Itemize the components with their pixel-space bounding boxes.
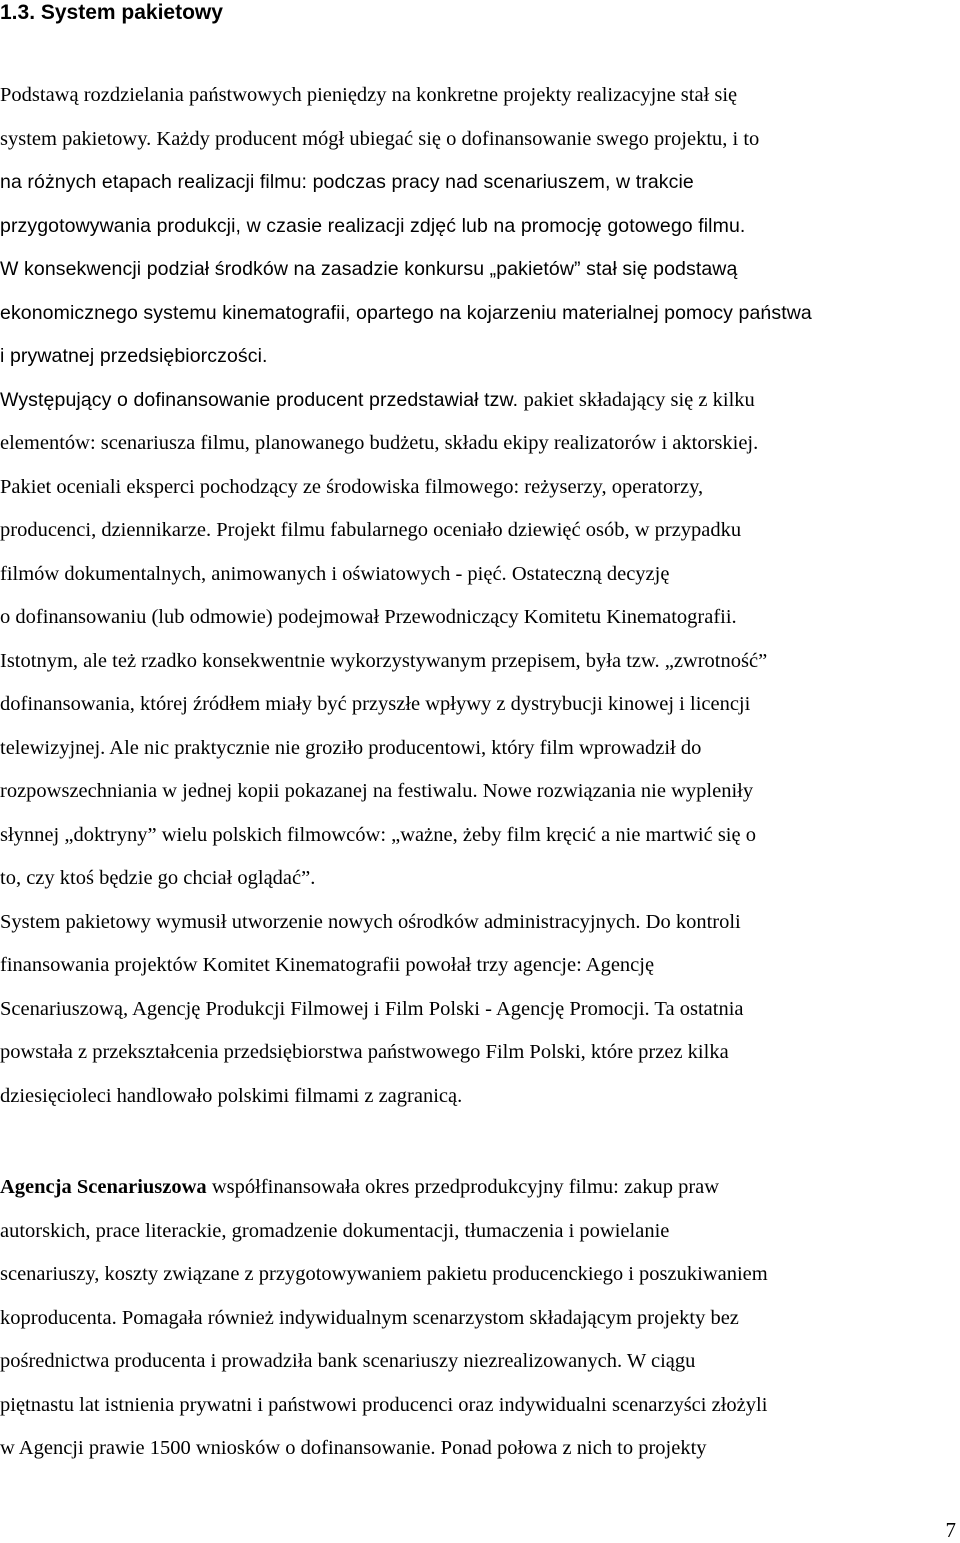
text-line xyxy=(0,118,957,162)
text-line: Podstawą rozdzielania państwowych pieniędzy na konkretne projekty realizacyjne stał się xyxy=(0,84,738,106)
text-line: Istotnym, ale też rzadko konsekwentnie wykorzystywanym przepisem, była tzw. „zwrotność” xyxy=(0,649,768,672)
text-line: W konsekwencji podział środków na zasadzie konkursu „pakietów” stał się podstawą xyxy=(0,258,738,280)
text-fragment: pakiet składający się z kilku xyxy=(523,388,755,411)
text-line: elementów: scenariusza filmu, planowanego budżetu, składu ekipy realizatorów i aktorskiej. xyxy=(0,432,759,454)
text-line: na różnych etapach realizacji filmu: podczas pracy nad scenariuszem, w trakcie xyxy=(0,171,694,193)
text-fragment: filmów dokumentalnych, animowanych i oświatowych - pięć. xyxy=(0,562,507,585)
text-line: dziesięcioleci handlowało polskimi filmami z zagranicą. xyxy=(0,1084,463,1107)
text-line: koproducenta. Pomagała również indywidualnym scenarzystom składającym projekty bez xyxy=(0,1306,739,1329)
text-line: słynnej „doktryny” wielu polskich filmowców: „ważne, żeby film kręcić a nie martwić się o xyxy=(0,823,756,846)
text-line: ekonomicznego systemu kinematografii, opartego na kojarzeniu materialnej pomocy państwa xyxy=(0,301,812,324)
text-line: dofinansowania, której źródłem miały być przyszłe wpływy z dystrybucji kinowej i licencji xyxy=(0,693,751,715)
text-line: w Agencji prawie 1500 wniosków o dofinansowanie. Ponad połowa z nich to projekty xyxy=(0,1437,707,1459)
text-line: powstała z przekształcenia przedsiębiorstwa państwowego Film Polski, które przez kilka xyxy=(0,1041,729,1063)
text-line: i prywatnej przedsiębiorczości. xyxy=(0,345,268,367)
paragraph-system-pakietowy xyxy=(0,74,957,1118)
text-line: scenariuszy, koszty związane z przygotowywaniem pakietu producenckiego i poszukiwaniem xyxy=(0,1263,768,1285)
text-line xyxy=(0,509,957,553)
text-line: Pakiet oceniali eksperci pochodzący ze środowiska filmowego: reżyserzy, operatorzy, xyxy=(0,475,704,498)
text-line: piętnastu lat istnienia prywatni i państwowi producenci oraz indywidualni scenarzyści złożyli xyxy=(0,1393,768,1416)
text-fragment: współfinansowała okres przedprodukcyjny filmu: zakup praw xyxy=(206,1176,720,1198)
text-line: Scenariuszową, Agencję Produkcji Filmowej i Film Polski - Agencję Promocji. Ta ostatnia xyxy=(0,997,744,1020)
text-line: pośrednictwa producenta i prowadziła bank scenariuszy niezrealizowanych. W ciągu xyxy=(0,1350,696,1372)
text-line: przygotowywania produkcji, w czasie realizacji zdjęć lub na promocję gotowego filmu. xyxy=(0,214,746,237)
text-line xyxy=(0,553,957,597)
text-fragment: Ostateczną decyzję xyxy=(511,562,670,585)
text-line: telewizyjnej. Ale nic praktycznie nie groziło producentowi, który film wprowadził do xyxy=(0,736,702,759)
text-fragment: system pakietowy. xyxy=(0,127,152,150)
text-line xyxy=(0,379,957,423)
page-number: 7 xyxy=(945,1518,956,1542)
text-line: to, czy ktoś będzie go chciał oglądać”. xyxy=(0,867,316,889)
paragraph-agencja-scenariuszowa xyxy=(0,1166,957,1471)
text-fragment: Występujący o dofinansowanie producent przedstawiał tzw. xyxy=(0,388,519,411)
text-fragment: Każdy producent mógł ubiegać się o dofinansowanie swego projektu, i to xyxy=(156,127,760,150)
text-line: o dofinansowaniu (lub odmowie) podejmował Przewodniczący Komitetu Kinematografii. xyxy=(0,606,737,628)
text-line xyxy=(0,1166,957,1210)
agency-name: Agencja Scenariuszowa xyxy=(0,1176,207,1198)
section-heading: 1.3. System pakietowy xyxy=(0,1,223,24)
text-line: rozpowszechniania w jednej kopii pokazanej na festiwalu. Nowe rozwiązania nie wypleniły xyxy=(0,780,754,802)
text-fragment: Projekt filmu fabularnego oceniało dziewięć osób, w przypadku xyxy=(216,519,742,541)
text-fragment: producenci, dziennikarze. xyxy=(0,519,212,541)
text-line: autorskich, prace literackie, gromadzenie dokumentacji, tłumaczenia i powielanie xyxy=(0,1219,670,1242)
text-line: System pakietowy wymusił utworzenie nowych ośrodków administracyjnych. Do kontroli xyxy=(0,910,741,933)
text-line: finansowania projektów Komitet Kinematografii powołał trzy agencje: Agencję xyxy=(0,954,655,976)
